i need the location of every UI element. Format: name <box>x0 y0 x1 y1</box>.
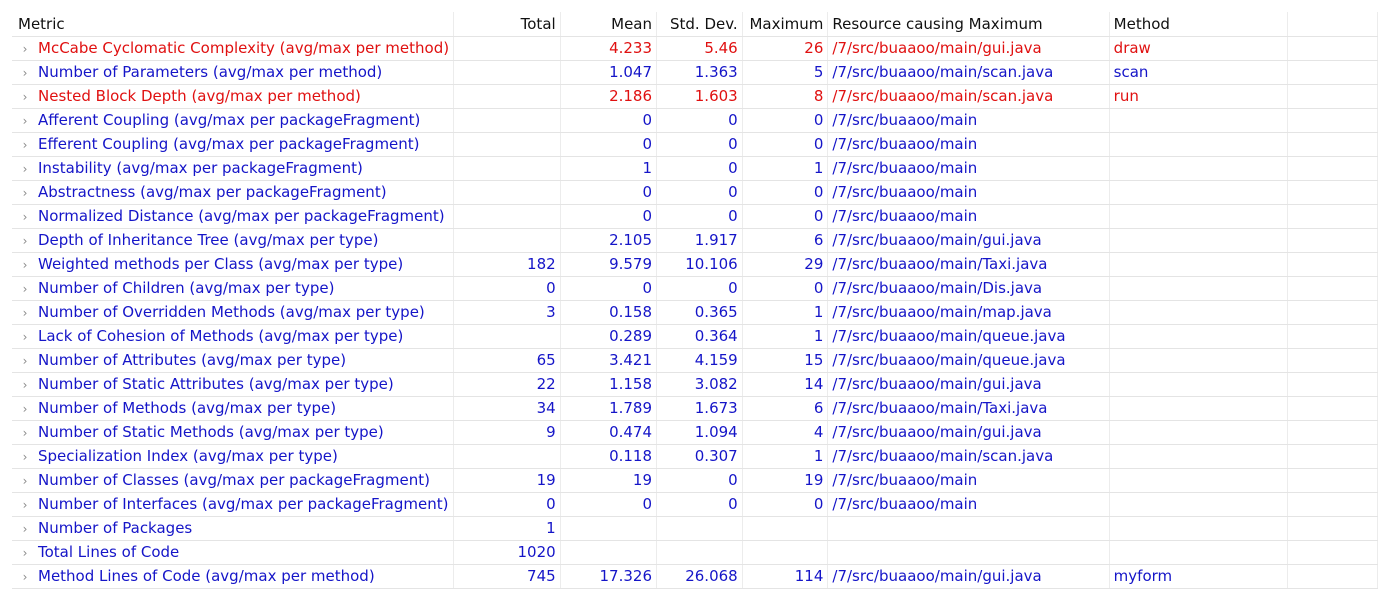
cell-filler <box>1287 132 1377 156</box>
cell-metric[interactable] <box>12 108 454 132</box>
cell-method <box>1109 276 1287 300</box>
cell-total <box>454 204 561 228</box>
table-row[interactable] <box>12 36 1378 60</box>
cell-filler <box>1287 468 1377 492</box>
cell-mean: 0 <box>560 492 656 516</box>
metric-label: Specialization Index (avg/max per type) <box>38 446 338 465</box>
cell-std-dev: 3.082 <box>657 372 743 396</box>
cell-total: 745 <box>454 564 561 588</box>
table-row[interactable] <box>12 396 1378 420</box>
cell-std-dev: 0 <box>657 492 743 516</box>
cell-mean: 0.118 <box>560 444 656 468</box>
cell-total: 0 <box>454 276 561 300</box>
cell-mean: 4.233 <box>560 36 656 60</box>
cell-filler <box>1287 108 1377 132</box>
cell-metric[interactable] <box>12 420 454 444</box>
cell-mean: 0 <box>560 132 656 156</box>
cell-filler <box>1287 444 1377 468</box>
cell-std-dev: 26.068 <box>657 564 743 588</box>
cell-filler <box>1287 372 1377 396</box>
cell-metric[interactable] <box>12 444 454 468</box>
cell-filler <box>1287 228 1377 252</box>
cell-filler <box>1287 156 1377 180</box>
cell-resource: /7/src/buaaoo/main/scan.java <box>828 444 1109 468</box>
cell-mean: 0 <box>560 204 656 228</box>
cell-method <box>1109 372 1287 396</box>
chevron-right-icon[interactable]: › <box>22 377 28 392</box>
cell-metric[interactable] <box>12 396 454 420</box>
table-row[interactable] <box>12 372 1378 396</box>
cell-method <box>1109 252 1287 276</box>
cell-metric[interactable] <box>12 300 454 324</box>
cell-resource: /7/src/buaaoo/main/Taxi.java <box>828 396 1109 420</box>
cell-resource: /7/src/buaaoo/main <box>828 180 1109 204</box>
chevron-right-icon[interactable]: › <box>22 497 28 512</box>
metric-label: Weighted methods per Class (avg/max per type) <box>38 254 404 273</box>
cell-method <box>1109 204 1287 228</box>
cell-method: draw <box>1109 36 1287 60</box>
column-header-maximum[interactable]: Maximum <box>742 12 828 36</box>
cell-filler <box>1287 300 1377 324</box>
cell-resource: /7/src/buaaoo/main/scan.java <box>828 84 1109 108</box>
table-row[interactable] <box>12 348 1378 372</box>
cell-std-dev: 1.363 <box>657 60 743 84</box>
cell-total: 182 <box>454 252 561 276</box>
table-row[interactable] <box>12 300 1378 324</box>
cell-std-dev <box>657 516 743 540</box>
cell-method <box>1109 516 1287 540</box>
cell-metric[interactable] <box>12 84 454 108</box>
cell-total: 34 <box>454 396 561 420</box>
table-row[interactable] <box>12 564 1378 588</box>
metric-label: Normalized Distance (avg/max per packageFragment) <box>38 206 445 225</box>
metric-label: Nested Block Depth (avg/max per method) <box>38 86 361 105</box>
cell-filler <box>1287 540 1377 564</box>
table-row[interactable] <box>12 420 1378 444</box>
cell-metric[interactable] <box>12 228 454 252</box>
metric-label: Number of Overridden Methods (avg/max per type) <box>38 302 425 321</box>
cell-mean: 3.421 <box>560 348 656 372</box>
chevron-right-icon[interactable]: › <box>22 41 28 56</box>
cell-metric[interactable] <box>12 132 454 156</box>
cell-mean: 2.105 <box>560 228 656 252</box>
cell-std-dev: 1.673 <box>657 396 743 420</box>
table-row[interactable] <box>12 516 1378 540</box>
chevron-right-icon[interactable]: › <box>22 257 28 272</box>
cell-std-dev: 0.307 <box>657 444 743 468</box>
chevron-right-icon[interactable]: › <box>22 425 28 440</box>
table-row[interactable] <box>12 276 1378 300</box>
cell-maximum: 6 <box>742 396 828 420</box>
cell-filler <box>1287 252 1377 276</box>
cell-total: 22 <box>454 372 561 396</box>
column-header-filler <box>1287 12 1377 36</box>
metric-label: Efferent Coupling (avg/max per packageFragment) <box>38 134 420 153</box>
metric-label: McCabe Cyclomatic Complexity (avg/max per method) <box>38 38 450 57</box>
column-header-metric[interactable]: Metric <box>12 12 454 36</box>
metric-label: Number of Attributes (avg/max per type) <box>38 350 347 369</box>
cell-maximum: 14 <box>742 372 828 396</box>
table-row[interactable] <box>12 156 1378 180</box>
metric-label: Afferent Coupling (avg/max per packageFragment) <box>38 110 421 129</box>
cell-total: 9 <box>454 420 561 444</box>
cell-maximum: 29 <box>742 252 828 276</box>
cell-total: 1020 <box>454 540 561 564</box>
cell-resource: /7/src/buaaoo/main <box>828 204 1109 228</box>
cell-total <box>454 228 561 252</box>
cell-total <box>454 132 561 156</box>
cell-resource: /7/src/buaaoo/main <box>828 108 1109 132</box>
chevron-right-icon[interactable]: › <box>22 545 28 560</box>
table-row[interactable] <box>12 180 1378 204</box>
cell-std-dev: 0 <box>657 156 743 180</box>
cell-metric[interactable] <box>12 348 454 372</box>
cell-mean: 0 <box>560 276 656 300</box>
cell-method <box>1109 540 1287 564</box>
metric-label: Number of Interfaces (avg/max per packageFragment) <box>38 494 449 513</box>
cell-total <box>454 36 561 60</box>
cell-resource: /7/src/buaaoo/main <box>828 468 1109 492</box>
cell-method: scan <box>1109 60 1287 84</box>
chevron-right-icon[interactable]: › <box>22 233 28 248</box>
cell-mean <box>560 540 656 564</box>
cell-total: 19 <box>454 468 561 492</box>
cell-metric[interactable] <box>12 156 454 180</box>
cell-maximum: 0 <box>742 204 828 228</box>
cell-resource: /7/src/buaaoo/main/Dis.java <box>828 276 1109 300</box>
chevron-right-icon[interactable]: › <box>22 161 28 176</box>
cell-total <box>454 180 561 204</box>
cell-std-dev: 0 <box>657 132 743 156</box>
cell-filler <box>1287 396 1377 420</box>
cell-resource <box>828 516 1109 540</box>
cell-total: 0 <box>454 492 561 516</box>
cell-std-dev: 1.917 <box>657 228 743 252</box>
table-row[interactable] <box>12 60 1378 84</box>
table-row[interactable] <box>12 324 1378 348</box>
cell-mean: 0.474 <box>560 420 656 444</box>
cell-std-dev: 0 <box>657 204 743 228</box>
cell-maximum: 1 <box>742 324 828 348</box>
cell-resource: /7/src/buaaoo/main <box>828 492 1109 516</box>
metric-label: Number of Methods (avg/max per type) <box>38 398 337 417</box>
chevron-right-icon[interactable]: › <box>22 473 28 488</box>
cell-filler <box>1287 516 1377 540</box>
metric-label: Total Lines of Code <box>38 542 180 561</box>
cell-metric[interactable] <box>12 60 454 84</box>
cell-method <box>1109 132 1287 156</box>
table-row[interactable] <box>12 204 1378 228</box>
cell-filler <box>1287 36 1377 60</box>
cell-std-dev: 0 <box>657 180 743 204</box>
cell-maximum: 0 <box>742 276 828 300</box>
cell-mean: 0 <box>560 180 656 204</box>
table-row[interactable] <box>12 540 1378 564</box>
chevron-right-icon[interactable]: › <box>22 281 28 296</box>
cell-resource: /7/src/buaaoo/main/scan.java <box>828 60 1109 84</box>
cell-std-dev: 4.159 <box>657 348 743 372</box>
cell-mean: 9.579 <box>560 252 656 276</box>
chevron-right-icon[interactable]: › <box>22 185 28 200</box>
cell-maximum: 1 <box>742 444 828 468</box>
cell-maximum: 19 <box>742 468 828 492</box>
table-row[interactable] <box>12 108 1378 132</box>
cell-total: 65 <box>454 348 561 372</box>
cell-filler <box>1287 180 1377 204</box>
cell-resource: /7/src/buaaoo/main/gui.java <box>828 228 1109 252</box>
cell-metric[interactable] <box>12 516 454 540</box>
cell-std-dev: 0.364 <box>657 324 743 348</box>
cell-metric[interactable] <box>12 276 454 300</box>
cell-method <box>1109 492 1287 516</box>
cell-mean: 1 <box>560 156 656 180</box>
cell-mean: 19 <box>560 468 656 492</box>
metric-label: Number of Static Methods (avg/max per type) <box>38 422 384 441</box>
table-row[interactable] <box>12 132 1378 156</box>
cell-method <box>1109 468 1287 492</box>
cell-metric[interactable] <box>12 180 454 204</box>
cell-method <box>1109 348 1287 372</box>
cell-filler <box>1287 276 1377 300</box>
cell-mean: 0.158 <box>560 300 656 324</box>
cell-total <box>454 84 561 108</box>
cell-filler <box>1287 204 1377 228</box>
cell-filler <box>1287 492 1377 516</box>
cell-metric[interactable] <box>12 252 454 276</box>
chevron-right-icon[interactable]: › <box>22 353 28 368</box>
metric-label: Abstractness (avg/max per packageFragment) <box>38 182 387 201</box>
column-header-std-dev[interactable]: Std. Dev. <box>657 12 743 36</box>
metric-label: Instability (avg/max per packageFragment) <box>38 158 363 177</box>
chevron-right-icon[interactable]: › <box>22 521 28 536</box>
cell-maximum: 1 <box>742 300 828 324</box>
cell-maximum: 0 <box>742 132 828 156</box>
metric-label: Number of Packages <box>38 518 193 537</box>
cell-std-dev: 0 <box>657 108 743 132</box>
cell-std-dev: 0 <box>657 468 743 492</box>
cell-mean: 0 <box>560 108 656 132</box>
table-row[interactable] <box>12 84 1378 108</box>
chevron-right-icon[interactable]: › <box>22 65 28 80</box>
cell-resource: /7/src/buaaoo/main <box>828 156 1109 180</box>
cell-method <box>1109 420 1287 444</box>
metric-label: Depth of Inheritance Tree (avg/max per type) <box>38 230 379 249</box>
chevron-right-icon[interactable]: › <box>22 89 28 104</box>
cell-maximum: 4 <box>742 420 828 444</box>
cell-total <box>454 60 561 84</box>
column-header-method[interactable]: Method <box>1109 12 1287 36</box>
cell-method <box>1109 156 1287 180</box>
cell-std-dev: 1.603 <box>657 84 743 108</box>
cell-maximum: 26 <box>742 36 828 60</box>
table-row[interactable] <box>12 468 1378 492</box>
cell-filler <box>1287 348 1377 372</box>
cell-resource: /7/src/buaaoo/main/map.java <box>828 300 1109 324</box>
metric-label: Number of Children (avg/max per type) <box>38 278 335 297</box>
cell-metric[interactable] <box>12 36 454 60</box>
cell-resource: /7/src/buaaoo/main/gui.java <box>828 36 1109 60</box>
cell-resource: /7/src/buaaoo/main/Taxi.java <box>828 252 1109 276</box>
cell-maximum: 0 <box>742 108 828 132</box>
cell-method <box>1109 228 1287 252</box>
chevron-right-icon[interactable]: › <box>22 113 28 128</box>
cell-filler <box>1287 564 1377 588</box>
metric-label: Number of Parameters (avg/max per method) <box>38 62 383 81</box>
chevron-right-icon[interactable]: › <box>22 569 28 584</box>
cell-metric[interactable] <box>12 492 454 516</box>
cell-filler <box>1287 324 1377 348</box>
cell-std-dev <box>657 540 743 564</box>
cell-method <box>1109 396 1287 420</box>
table-row[interactable] <box>12 492 1378 516</box>
cell-std-dev: 0.365 <box>657 300 743 324</box>
cell-method <box>1109 180 1287 204</box>
cell-filler <box>1287 420 1377 444</box>
cell-maximum: 5 <box>742 60 828 84</box>
metric-label: Number of Static Attributes (avg/max per type) <box>38 374 394 393</box>
table-row[interactable] <box>12 252 1378 276</box>
cell-mean: 2.186 <box>560 84 656 108</box>
cell-total <box>454 444 561 468</box>
table-row[interactable] <box>12 444 1378 468</box>
cell-filler <box>1287 84 1377 108</box>
cell-mean: 1.789 <box>560 396 656 420</box>
chevron-right-icon[interactable]: › <box>22 401 28 416</box>
chevron-right-icon[interactable]: › <box>22 329 28 344</box>
cell-method: myform <box>1109 564 1287 588</box>
cell-maximum: 0 <box>742 180 828 204</box>
cell-total: 1 <box>454 516 561 540</box>
cell-method <box>1109 300 1287 324</box>
cell-resource: /7/src/buaaoo/main <box>828 132 1109 156</box>
chevron-right-icon[interactable]: › <box>22 137 28 152</box>
cell-std-dev: 10.106 <box>657 252 743 276</box>
cell-total: 3 <box>454 300 561 324</box>
cell-resource <box>828 540 1109 564</box>
column-header-total[interactable]: Total <box>454 12 561 36</box>
cell-mean: 0.289 <box>560 324 656 348</box>
cell-maximum <box>742 516 828 540</box>
column-header-resource[interactable]: Resource causing Maximum <box>828 12 1109 36</box>
cell-method <box>1109 108 1287 132</box>
metric-label: Method Lines of Code (avg/max per method) <box>38 566 375 585</box>
column-header-mean[interactable]: Mean <box>560 12 656 36</box>
cell-mean: 1.047 <box>560 60 656 84</box>
cell-resource: /7/src/buaaoo/main/queue.java <box>828 324 1109 348</box>
cell-maximum: 6 <box>742 228 828 252</box>
cell-mean: 17.326 <box>560 564 656 588</box>
cell-total <box>454 156 561 180</box>
cell-maximum: 8 <box>742 84 828 108</box>
metric-label: Number of Classes (avg/max per packageFragment) <box>38 470 430 489</box>
cell-total <box>454 108 561 132</box>
cell-filler <box>1287 60 1377 84</box>
chevron-right-icon[interactable]: › <box>22 449 28 464</box>
cell-total <box>454 324 561 348</box>
chevron-right-icon[interactable]: › <box>22 209 28 224</box>
chevron-right-icon[interactable]: › <box>22 305 28 320</box>
cell-metric[interactable] <box>12 372 454 396</box>
table-header-row <box>12 12 1378 36</box>
cell-maximum: 15 <box>742 348 828 372</box>
cell-resource: /7/src/buaaoo/main/gui.java <box>828 372 1109 396</box>
cell-mean: 1.158 <box>560 372 656 396</box>
metric-label: Lack of Cohesion of Methods (avg/max per type) <box>38 326 404 345</box>
cell-method <box>1109 324 1287 348</box>
cell-method <box>1109 444 1287 468</box>
cell-resource: /7/src/buaaoo/main/gui.java <box>828 564 1109 588</box>
cell-std-dev: 5.46 <box>657 36 743 60</box>
cell-maximum: 1 <box>742 156 828 180</box>
cell-mean <box>560 516 656 540</box>
cell-metric[interactable] <box>12 324 454 348</box>
cell-maximum: 114 <box>742 564 828 588</box>
table-row[interactable] <box>12 228 1378 252</box>
cell-maximum: 0 <box>742 492 828 516</box>
cell-std-dev: 0 <box>657 276 743 300</box>
cell-metric[interactable] <box>12 204 454 228</box>
cell-maximum <box>742 540 828 564</box>
cell-method: run <box>1109 84 1287 108</box>
metrics-table <box>12 12 1378 589</box>
cell-metric[interactable] <box>12 468 454 492</box>
cell-metric[interactable] <box>12 564 454 588</box>
cell-metric[interactable] <box>12 540 454 564</box>
cell-resource: /7/src/buaaoo/main/queue.java <box>828 348 1109 372</box>
cell-std-dev: 1.094 <box>657 420 743 444</box>
cell-resource: /7/src/buaaoo/main/gui.java <box>828 420 1109 444</box>
